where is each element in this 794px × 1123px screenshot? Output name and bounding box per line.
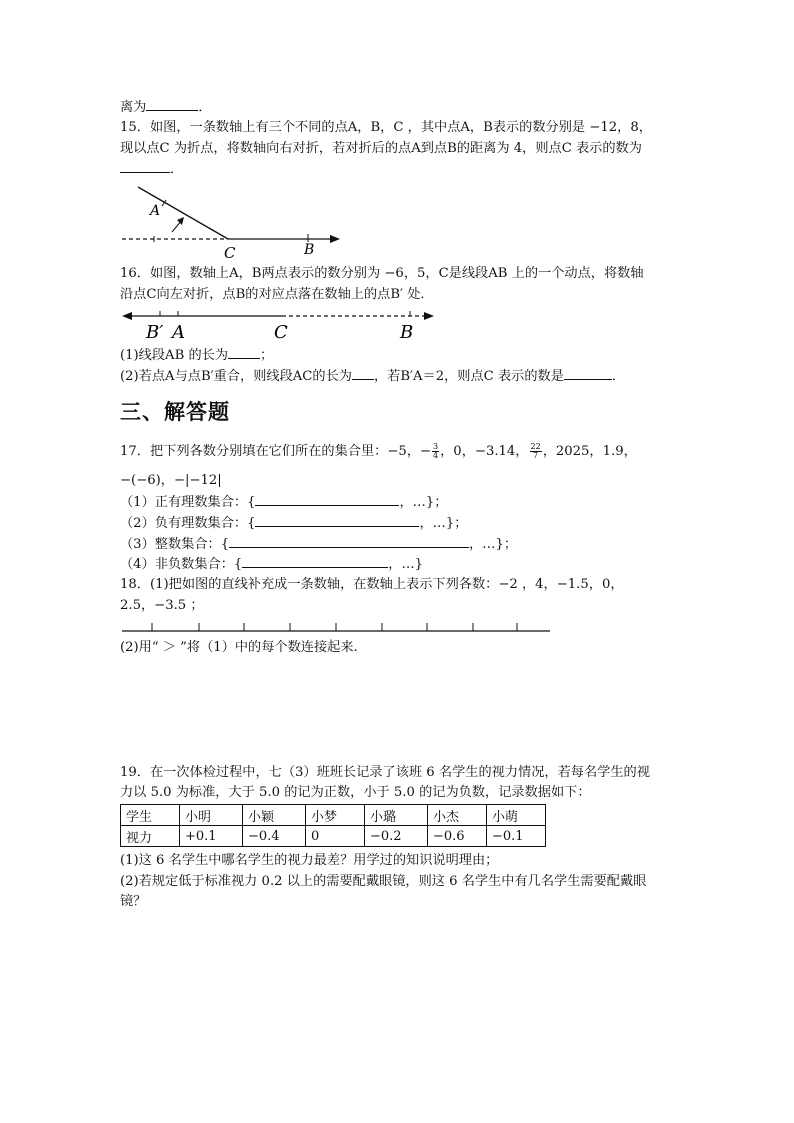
right-arrow-icon [424, 312, 434, 320]
q19-line2: 力以 5.0 为标准，大于 5.0 的记为正数，小于 5.0 的记为负数，记录数据如下： [120, 785, 591, 800]
fraction-22-7: $\frac{22}{7}$ [530, 442, 541, 460]
answer-blank [229, 535, 469, 548]
q18-line1: 18．(1)把如图的直线补充成一条数轴，在数轴上表示下列各数：−2 ，4，−1.5，0， [120, 577, 624, 592]
q19-sub1: (1)这 6 名学生中哪名学生的视力最差？用学过的知识说明理由； [120, 853, 499, 868]
table-cell: −0.2 [365, 826, 428, 847]
axis-arrow-icon [330, 235, 340, 243]
q16-sub1: (1)线段AB 的长为 ； [120, 348, 274, 363]
q15-answer: ． [120, 160, 183, 179]
q17-line1: 17．把下列各数分别填在它们所在的集合里：−5，− $\frac{3}{4}$ ，0，−3.14， $\frac{22}{7}$ ，2025，1.9， [120, 442, 637, 460]
table-cell: −0.4 [243, 826, 306, 847]
q16-line2: 沿点C向左对折，点B的对应点落在数轴上的点B′ 处． [120, 287, 434, 302]
q17-set-3: （3）整数集合：{ ，…}； [120, 537, 518, 552]
table-cell: 小梦 [306, 805, 365, 826]
table-cell: 小杰 [428, 805, 487, 826]
label-a: A [150, 203, 161, 219]
q16-line1: 16．如图，数轴上A，B两点表示的数分别为 −6，5，C是线段AB 上的一个动点，将数轴 [120, 266, 644, 281]
table-row [121, 805, 546, 826]
q15-line2: 现以点C 为折点，将数轴向右对折，若对折后的点A到点B的距离为 4，则点C 表示的数为 [120, 141, 642, 156]
label-a: A [172, 322, 185, 343]
vision-data-table [120, 804, 546, 847]
table-cell: 小璐 [365, 805, 428, 826]
q18-line2: 2.5，−3.5 ； [120, 598, 204, 613]
label-bprime: B′ [146, 322, 164, 343]
table-row [121, 826, 546, 847]
table-cell: 小萌 [487, 805, 546, 826]
number-line-ticks [152, 623, 517, 631]
q17-set-2: （2）负有理数集合：{ ，…}； [120, 516, 468, 531]
answer-blank [228, 346, 260, 359]
table-cell: 视力 [121, 826, 180, 847]
q19-sub2-line1: (2)若规定低于标准视力 0.2 以上的需要配戴眼镜，则这 6 名学生中有几名学生需要配戴眼 [120, 874, 647, 889]
q18-line3: (2)用“ ＞ ”将（1）中的每个数连接起来. [120, 640, 358, 655]
previous-question-tail: 离为 ． [120, 100, 212, 115]
q17-set-4: （4）非负数集合：{ ，…} [120, 557, 424, 572]
table-cell: 0 [306, 826, 365, 847]
q16-number-line-figure [120, 306, 440, 343]
q17-line2: −(−6)，−|−12| [120, 473, 222, 488]
q18-blank-number-line [120, 620, 552, 634]
answer-blank [120, 160, 170, 173]
answer-blank [146, 98, 198, 111]
fold-arrow-icon [177, 217, 184, 225]
section-title: 三、解答题 [120, 400, 230, 424]
answer-blank [242, 555, 388, 568]
table-cell: 学生 [121, 805, 180, 826]
table-cell: −0.6 [428, 826, 487, 847]
table-cell: 小颖 [243, 805, 306, 826]
answer-blank [352, 367, 374, 380]
q15-fold-figure [118, 182, 358, 262]
label-b: B [304, 242, 315, 258]
table-cell: +0.1 [180, 826, 243, 847]
label-c: C [274, 322, 288, 343]
fraction-3-4: $\frac{3}{4}$ [433, 442, 439, 460]
table-cell: −0.1 [487, 826, 546, 847]
q17-set-1: （1）正有理数集合：{ ，…}； [120, 495, 448, 510]
answer-blank [564, 367, 612, 380]
answer-blank [255, 514, 419, 527]
q15-line1: 15．如图，一条数轴上有三个不同的点A，B，C ，其中点A，B表示的数分别是 −12，8， [120, 120, 652, 135]
label-c: C [224, 244, 236, 262]
answer-blank [255, 493, 399, 506]
q16-sub2: (2)若点A与点B′重合，则线段AC的长为 ，若B′A＝2，则点C 表示的数是 ． [120, 369, 626, 384]
q19-sub2-line2: 镜？ [120, 894, 147, 909]
label-b: B [400, 322, 414, 343]
q19-line1: 19．在一次体检过程中，七（3）班班长记录了该班 6 名学生的视力情况，若每名学生的视 [120, 765, 650, 780]
table-cell: 小明 [180, 805, 243, 826]
